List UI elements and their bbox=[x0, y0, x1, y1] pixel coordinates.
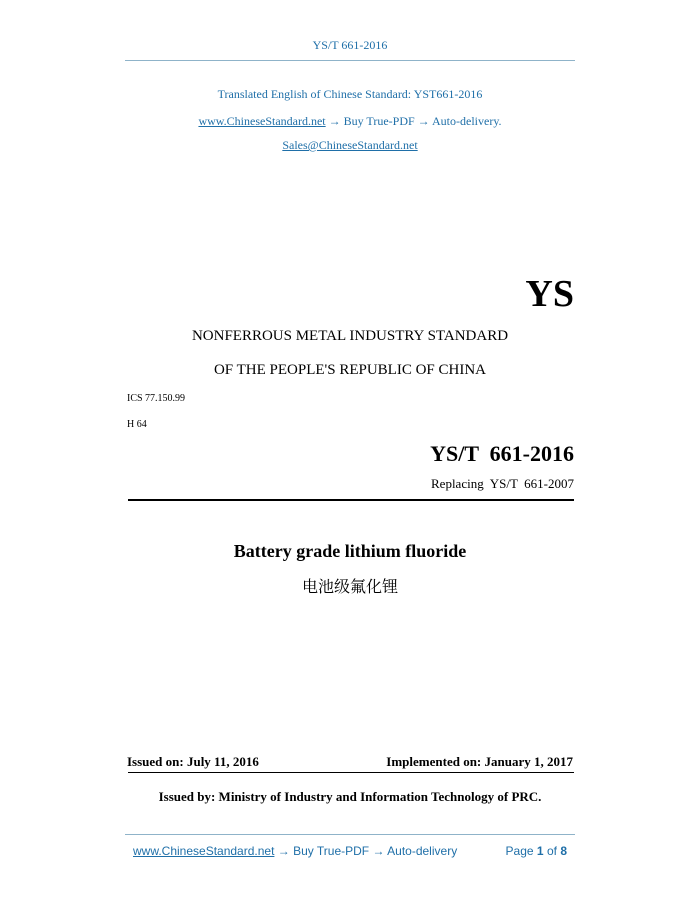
page-label: Page bbox=[505, 844, 534, 858]
standard-title-line2: OF THE PEOPLE'S REPUBLIC OF CHINA bbox=[213, 362, 487, 378]
auto-delivery-text: Auto-delivery. bbox=[432, 114, 502, 128]
title-divider bbox=[128, 499, 574, 501]
arrow-icon: → bbox=[328, 114, 341, 128]
page-indicator bbox=[506, 844, 567, 858]
email-line bbox=[0, 138, 700, 153]
arrow-icon: → bbox=[372, 844, 385, 858]
footer-buy-true-pdf-text: Buy True-PDF bbox=[293, 844, 370, 858]
page-total: 8 bbox=[560, 844, 567, 858]
document-title-cn: 电池级氟化锂 bbox=[301, 577, 398, 596]
standard-number: YS/T 661-2016 bbox=[430, 441, 574, 466]
of-label: of bbox=[546, 844, 557, 858]
arrow-icon: → bbox=[277, 844, 290, 858]
header-doc-code: YS/T 661-2016 bbox=[312, 38, 388, 52]
arrow-icon: → bbox=[417, 114, 430, 128]
website-link[interactable]: www.ChineseStandard.net bbox=[198, 114, 326, 128]
issued-on: Issued on: July 11, 2016 bbox=[127, 754, 259, 769]
translated-line: Translated English of Chinese Standard: YST661-2016 bbox=[217, 87, 483, 101]
buy-true-pdf-text: Buy True-PDF bbox=[343, 114, 415, 128]
replacing-standard: Replacing YS/T 661-2007 bbox=[431, 476, 574, 491]
footer-auto-delivery-text: Auto-delivery bbox=[387, 844, 458, 858]
ics-code: ICS 77.150.99 bbox=[127, 393, 186, 404]
footer-divider bbox=[125, 834, 575, 835]
document-title-en: Battery grade lithium fluoride bbox=[233, 541, 467, 561]
h-code: H 64 bbox=[127, 419, 147, 430]
header-divider bbox=[125, 60, 575, 61]
implemented-on: Implemented on: January 1, 2017 bbox=[386, 754, 573, 769]
footer-purchase-line bbox=[133, 844, 457, 858]
issue-divider bbox=[128, 772, 574, 773]
standard-title-line1: NONFERROUS METAL INDUSTRY STANDARD bbox=[191, 328, 509, 344]
page-number: 1 bbox=[536, 844, 544, 858]
issued-by: Issued by: Ministry of Industry and Information Technology of PRC. bbox=[158, 789, 542, 804]
purchase-line bbox=[0, 114, 700, 129]
email-link[interactable]: Sales@ChineseStandard.net bbox=[282, 138, 418, 152]
footer-website-link[interactable]: www.ChineseStandard.net bbox=[133, 844, 275, 858]
ys-logo: YS bbox=[525, 273, 574, 315]
